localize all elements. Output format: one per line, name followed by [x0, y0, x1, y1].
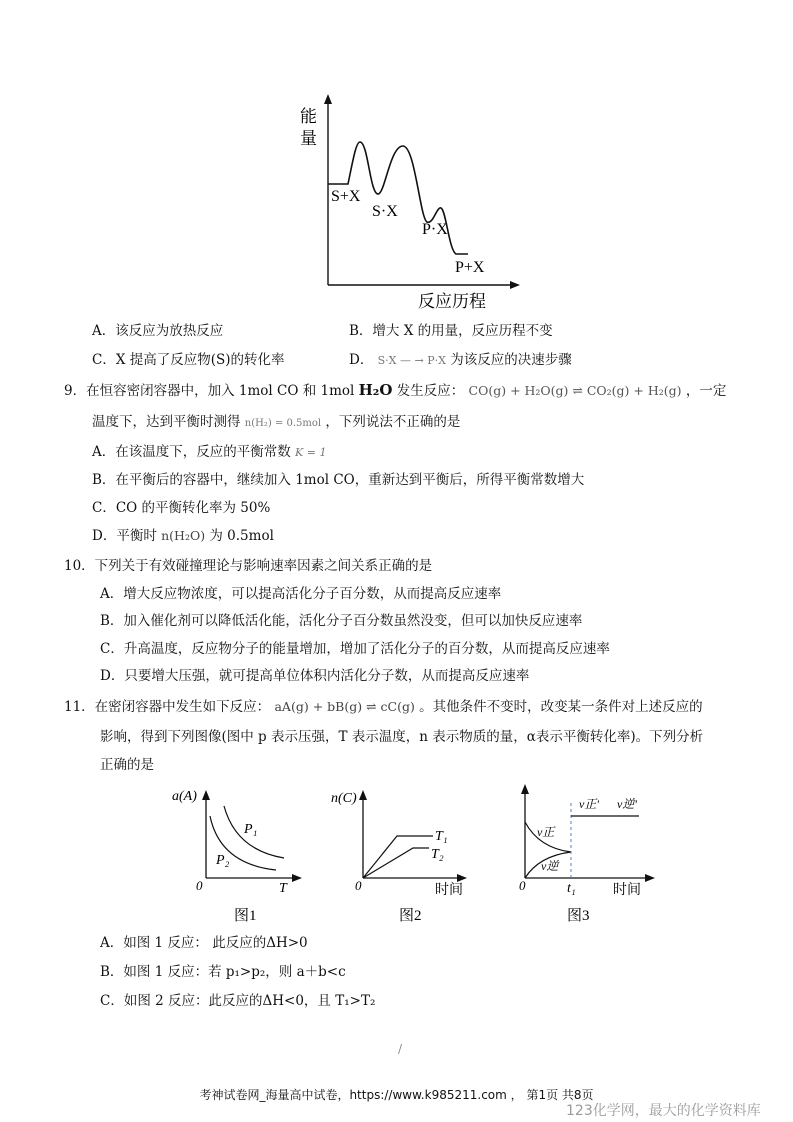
q11-figure-1: [168, 778, 308, 928]
q11-stem-line2: 影响，得到下列图像(图中 p 表示压强，T 表示温度，n 表示物质的量，α表示平衡转化率)。下列分析: [100, 729, 704, 745]
fig1-y-arrow: [202, 790, 210, 800]
energy-label-p-plus-x: P+X: [455, 259, 485, 276]
energy-profile-diagram: [290, 90, 520, 315]
fig3-origin: 0: [519, 878, 526, 893]
q11-option-c: C．如图 2 反应：此反应的ΔH<0，且 T₁>T₂: [100, 993, 376, 1009]
fig2-curve-t2-label: T₂: [431, 847, 444, 862]
fig2-caption: 图2: [399, 908, 422, 924]
fig3-v-forward-prime-label: v正′: [579, 797, 599, 811]
fig1-curve-p1-label: P₁: [244, 822, 258, 837]
q8-option-d: [349, 351, 572, 370]
fig3-v-reverse-label: v逆: [541, 859, 559, 873]
fig1-origin: 0: [196, 878, 203, 893]
q8-option-a: A．该反应为放热反应: [92, 323, 224, 339]
q10-stem: 10．下列关于有效碰撞理论与影响速率因素之间关系正确的是: [64, 558, 433, 574]
energy-ylabel-2: 量: [300, 129, 317, 148]
q9-option-c: C．CO 的平衡转化率为 50%: [92, 500, 271, 516]
q8-option-d-prefix: D．: [349, 352, 374, 368]
q9-stem-mid: 发生反应：: [396, 383, 465, 399]
energy-y-arrow: [324, 94, 332, 104]
fig2-line-t2: [363, 848, 429, 878]
watermark: 123化学网，最大的化学资料库: [566, 1103, 761, 1119]
fig3-t1-label: t₁: [567, 881, 576, 896]
q9-option-d: [92, 527, 274, 545]
q9-line2-formula: n(H₂) = 0.5mol: [244, 418, 322, 429]
q8-option-d-suffix: 为该反应的决速步骤: [450, 352, 572, 368]
fig3-y-arrow: [521, 784, 529, 794]
fig2-origin: 0: [355, 878, 362, 893]
q11-figure-2: [325, 778, 475, 928]
q10-option-a: A．增大反应物浓度，可以提高活化分子百分数，从而提高反应速率: [100, 586, 502, 602]
q9-option-a: [92, 443, 326, 462]
q9-option-d-suffix: 为 0.5mol: [209, 528, 274, 544]
fig3-caption: 图3: [567, 908, 590, 924]
stray-mark: /: [398, 1042, 403, 1056]
fig1-x-arrow: [292, 874, 302, 882]
q9-option-b: B．在平衡后的容器中，继续加入 1mol CO，重新达到平衡后，所得平衡常数增大: [92, 472, 585, 488]
energy-label-s-dot-x: S·X: [372, 203, 398, 220]
q9-stem-h2o: H₂O: [358, 381, 393, 399]
fig2-xlabel: 时间: [435, 883, 463, 898]
q9-stem-line2: [92, 413, 460, 433]
fig1-caption: 图1: [234, 908, 257, 924]
q9-stem-prefix: 9．在恒容密闭容器中，加入 1mol CO 和 1mol: [64, 383, 355, 399]
q11-option-b: B．如图 1 反应：若 p₁>p₂，则 a＋b<c: [100, 964, 346, 980]
q9-option-d-prefix: D．平衡时: [92, 528, 157, 544]
fig3-v-reverse-prime-label: v逆′: [617, 797, 637, 811]
energy-x-arrow: [510, 281, 520, 289]
q9-stem-end: ，一定: [685, 383, 727, 399]
q9-line2-prefix: 温度下，达到平衡时测得: [92, 414, 241, 430]
q11-stem-line3: 正确的是: [100, 757, 154, 773]
q10-option-b: B．加入催化剂可以降低活化能，活化分子百分数虽然没变，但可以加快反应速率: [100, 613, 583, 629]
energy-xlabel: 反应历程: [418, 292, 486, 311]
fig2-y-arrow: [359, 790, 367, 800]
q9-line2-suffix: ，下列说法不正确的是: [325, 414, 461, 430]
fig2-curve-t1-label: T₁: [435, 829, 448, 844]
q11-option-a: A．如图 1 反应： 此反应的ΔH>0: [100, 935, 308, 951]
q8-option-c: C．X 提高了反应物(S)的转化率: [92, 352, 285, 368]
q9-option-a-formula: K = 1: [295, 446, 327, 459]
q11-stem-prefix: 11．在密闭容器中发生如下反应：: [64, 699, 271, 715]
fig1-xlabel: T: [279, 881, 287, 896]
q9-option-a-text: A．在该温度下，反应的平衡常数: [92, 444, 291, 460]
q11-reaction-equation: aA(g) + bB(g) ⇌ cC(g): [274, 699, 415, 714]
q8-option-b: B．增大 X 的用量，反应历程不变: [349, 323, 553, 339]
fig2-ylabel: n(C): [331, 791, 357, 806]
q11-figure-3: [495, 778, 660, 928]
q9-option-d-formula: n(H₂O): [161, 528, 206, 543]
q9-reaction-equation: CO(g) + H₂O(g) ⇌ CO₂(g) + H₂(g): [468, 383, 682, 398]
q8-option-d-formula: S·X — → P·X: [377, 354, 446, 367]
energy-label-s-plus-x: S+X: [331, 188, 361, 205]
energy-label-p-dot-x: P·X: [422, 221, 448, 238]
page-footer: 考神试卷网_海量高中试卷，https://www.k985211.com ， 第1页 共8页: [199, 1088, 594, 1102]
energy-ylabel-1: 能: [300, 107, 317, 126]
fig1-curve-p2-label: P₂: [216, 853, 230, 868]
fig3-xlabel: 时间: [613, 883, 641, 898]
fig2-x-arrow: [457, 874, 467, 882]
fig1-ylabel: a(A): [172, 789, 197, 804]
q11-stem-line1: [64, 698, 703, 716]
fig3-v-forward-label: v正: [537, 825, 555, 839]
q9-stem-line1: [64, 381, 726, 400]
q10-option-c: C．升高温度，反应物分子的能量增加，增加了活化分子的百分数，从而提高反应速率: [100, 641, 610, 657]
q11-stem-suffix: 。其他条件不变时，改变某一条件对上述反应的: [419, 699, 703, 715]
q10-option-d: D．只要增大压强，就可提高单位体积内活化分子数，从而提高反应速率: [100, 668, 530, 684]
fig3-x-arrow: [645, 874, 655, 882]
